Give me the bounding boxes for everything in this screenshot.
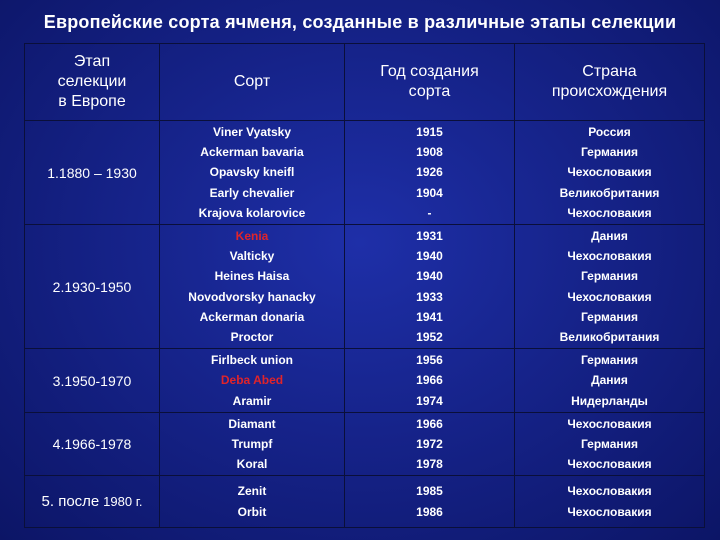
year-value: 1952 bbox=[416, 329, 443, 344]
country-value: Нидерланды bbox=[571, 393, 648, 408]
country-cell bbox=[515, 225, 705, 349]
year-value: 1931 bbox=[416, 228, 443, 243]
variety-name: Viner Vyatsky bbox=[212, 124, 292, 139]
year-value: 1915 bbox=[416, 124, 443, 139]
variety-name: Opavsky kneifl bbox=[209, 165, 295, 180]
variety-name: Ackerman donaria bbox=[199, 309, 305, 324]
variety-name: Aramir bbox=[232, 393, 272, 408]
year-value: 1933 bbox=[416, 289, 443, 304]
country-value: Чехословакия bbox=[567, 457, 652, 472]
header-variety bbox=[160, 44, 345, 121]
year-cell bbox=[345, 476, 515, 528]
year-value: 1908 bbox=[416, 145, 443, 160]
variety-name: Firlbeck union bbox=[210, 353, 293, 368]
varieties-table bbox=[24, 43, 705, 528]
country-value: Дания bbox=[591, 228, 628, 243]
variety-cell bbox=[160, 349, 345, 413]
header-stage bbox=[25, 44, 160, 121]
country-value: Чехословакия bbox=[567, 484, 652, 499]
country-value: Германия bbox=[580, 269, 639, 284]
year-value: 1940 bbox=[416, 269, 443, 284]
header-year bbox=[345, 44, 515, 121]
table-row bbox=[25, 476, 705, 528]
table-row bbox=[25, 121, 705, 225]
table-row bbox=[25, 413, 705, 476]
variety-cell bbox=[160, 476, 345, 528]
country-cell bbox=[515, 476, 705, 528]
country-value: Германия bbox=[580, 353, 639, 368]
country-value: Германия bbox=[580, 309, 639, 324]
country-value: Чехословакия bbox=[567, 416, 652, 431]
variety-name: Trumpf bbox=[231, 436, 273, 451]
header-variety-label: Сорт bbox=[233, 73, 271, 90]
stage-cell: 4.1966-1978 bbox=[25, 413, 160, 476]
country-value: Германия bbox=[580, 436, 639, 451]
country-value: Чехословакия bbox=[567, 504, 652, 519]
year-cell bbox=[345, 349, 515, 413]
year-value: 1956 bbox=[416, 353, 443, 368]
header-country bbox=[515, 44, 705, 121]
header-stage-line: селекции bbox=[57, 73, 127, 90]
year-value: 1974 bbox=[416, 393, 443, 408]
variety-cell bbox=[160, 413, 345, 476]
country-value: Дания bbox=[591, 373, 628, 388]
year-value: 1978 bbox=[416, 457, 443, 472]
year-cell bbox=[345, 225, 515, 349]
header-stage-line: в Европе bbox=[58, 93, 126, 110]
variety-name: Valticky bbox=[229, 249, 275, 264]
year-value: 1985 bbox=[416, 484, 443, 499]
year-value: - bbox=[427, 205, 432, 220]
year-value: 1966 bbox=[416, 373, 443, 388]
country-value: Великобритания bbox=[559, 329, 660, 344]
stage-cell bbox=[25, 476, 160, 528]
variety-name: Diamant bbox=[228, 416, 276, 431]
country-value: Великобритания bbox=[559, 185, 660, 200]
stage-label-part: 5. после bbox=[41, 493, 100, 510]
country-cell bbox=[515, 413, 705, 476]
header-year-line: Год создания bbox=[380, 63, 479, 80]
variety-name: Novodvorsky hanacky bbox=[188, 289, 316, 304]
country-value: Чехословакия bbox=[567, 205, 652, 220]
year-value: 1904 bbox=[416, 185, 443, 200]
year-value: 1966 bbox=[416, 416, 443, 431]
stage-label-part: 1980 г. bbox=[103, 494, 143, 509]
stage-cell: 2.1930-1950 bbox=[25, 225, 160, 349]
variety-name: Early chevalier bbox=[209, 185, 295, 200]
year-cell bbox=[345, 121, 515, 225]
variety-name: Koral bbox=[236, 457, 268, 472]
year-cell bbox=[345, 413, 515, 476]
variety-name: Proctor bbox=[230, 329, 274, 344]
table-row bbox=[25, 349, 705, 413]
table-row bbox=[25, 225, 705, 349]
country-cell bbox=[515, 349, 705, 413]
header-stage-line: Этап bbox=[73, 53, 111, 70]
year-value: 1926 bbox=[416, 165, 443, 180]
year-value: 1941 bbox=[416, 309, 443, 324]
year-value: 1986 bbox=[416, 504, 443, 519]
variety-name: Orbit bbox=[237, 504, 267, 519]
variety-name: Krajova kolarovice bbox=[198, 205, 306, 220]
variety-name-highlighted: Deba Abed bbox=[220, 373, 284, 388]
country-value: Чехословакия bbox=[567, 249, 652, 264]
stage-cell: 1.1880 – 1930 bbox=[25, 121, 160, 225]
variety-name: Heines Haisa bbox=[214, 269, 290, 284]
country-value: Россия bbox=[588, 124, 631, 139]
stage-cell: 3.1950-1970 bbox=[25, 349, 160, 413]
country-cell bbox=[515, 121, 705, 225]
variety-name: Zenit bbox=[237, 484, 267, 499]
country-value: Чехословакия bbox=[567, 289, 652, 304]
variety-cell bbox=[160, 121, 345, 225]
page-title: Европейские сорта ячменя, созданные в различные этапы селекции bbox=[43, 12, 677, 32]
country-value: Германия bbox=[580, 145, 639, 160]
year-value: 1940 bbox=[416, 249, 443, 264]
year-value: 1972 bbox=[416, 436, 443, 451]
table-header-row bbox=[25, 44, 705, 121]
header-country-line: происхождения bbox=[551, 83, 668, 100]
header-year-line: сорта bbox=[408, 83, 451, 100]
country-value: Чехословакия bbox=[567, 165, 652, 180]
variety-name-highlighted: Kenia bbox=[235, 228, 269, 243]
variety-cell bbox=[160, 225, 345, 349]
variety-name: Ackerman bavaria bbox=[200, 145, 304, 160]
header-country-line: Страна bbox=[582, 63, 637, 80]
